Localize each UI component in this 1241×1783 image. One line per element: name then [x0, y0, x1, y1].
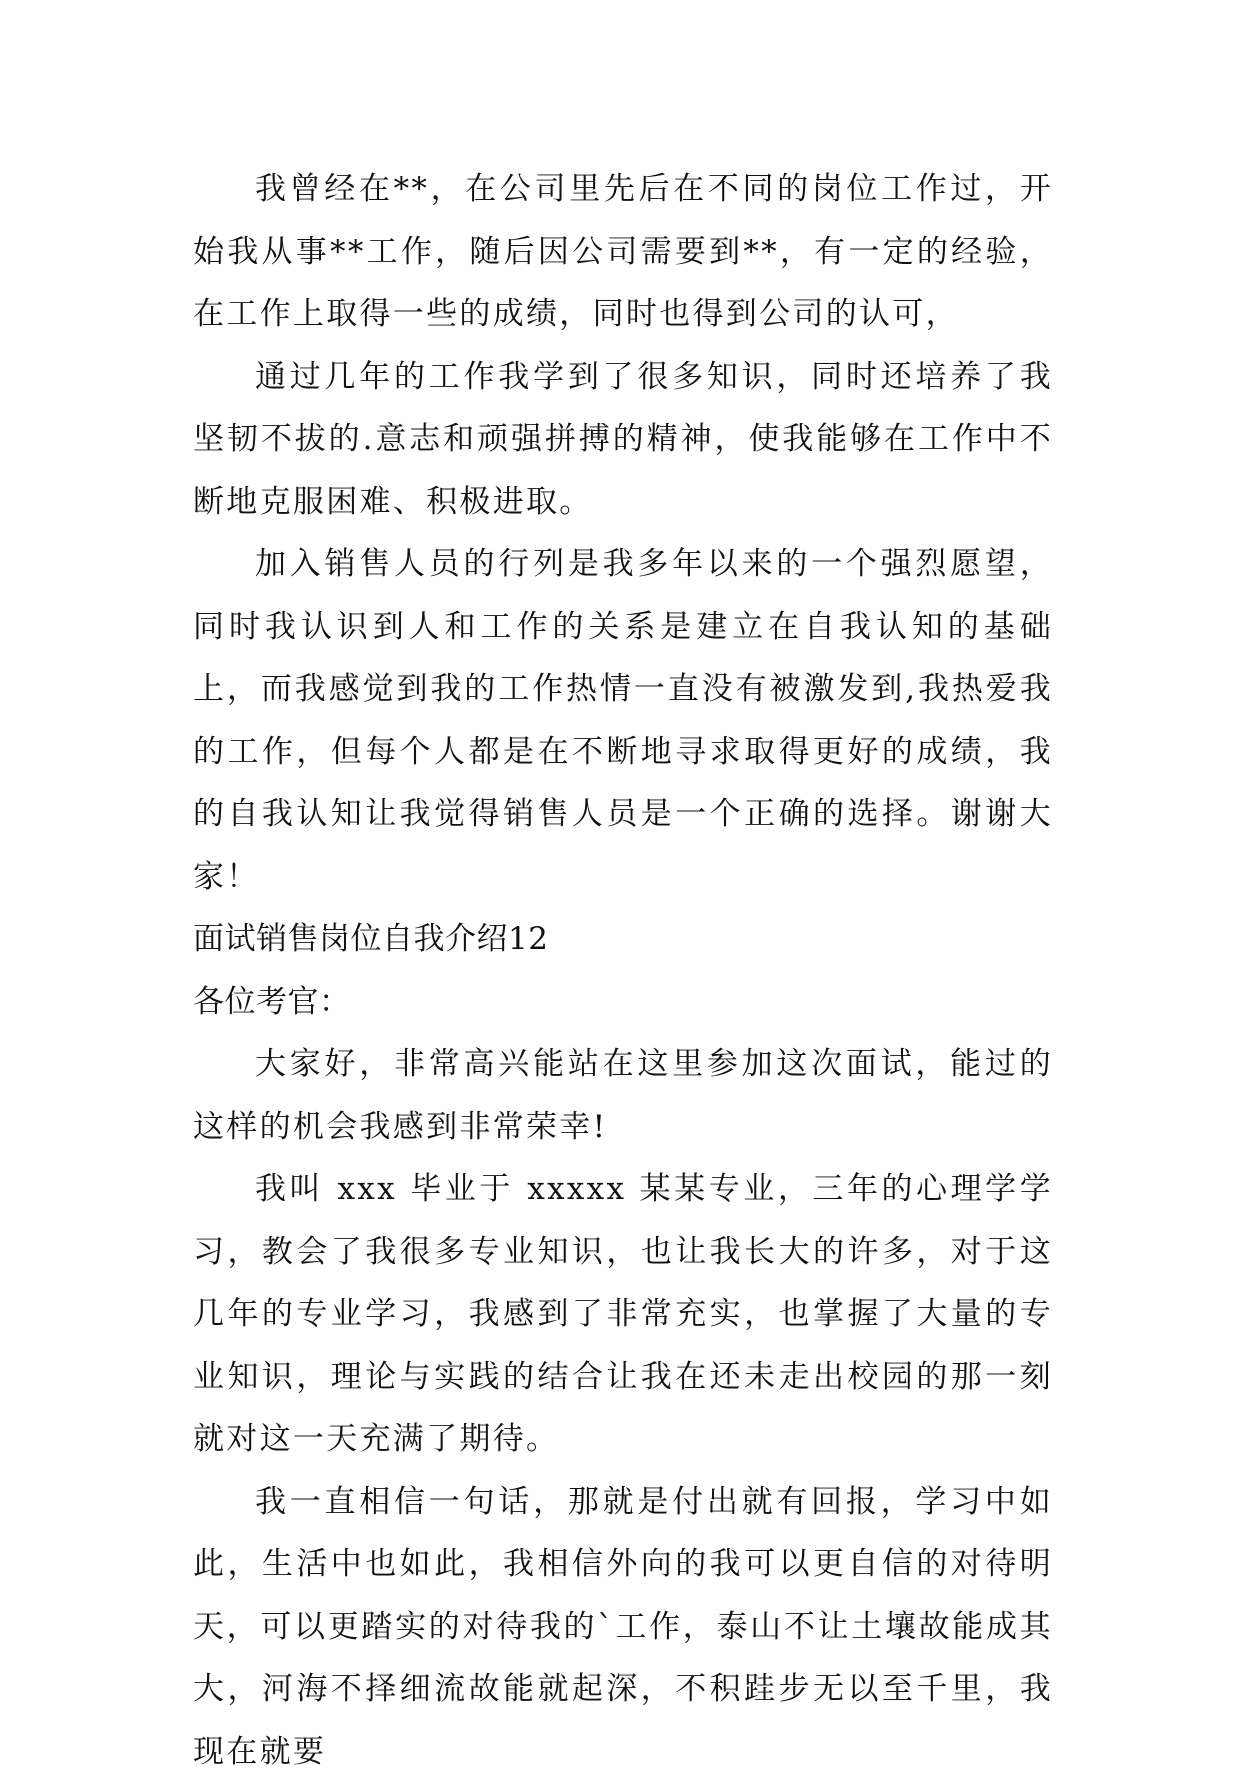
salutation: 各位考官： [193, 971, 1053, 1034]
paragraph-sales-wish: 加入销售人员的行列是我多年以来的一个强烈愿望，同时我认识到人和工作的关系是建立在自我认知的基础上，而我感觉到我的工作热情一直没有被激发到,我热爱我的工作，但每个人都是在不断地寻求取得更好的成绩，我的自我认知让我觉得销售人员是一个正确的选择。谢谢大家！ [193, 533, 1053, 908]
paragraph-greeting: 大家好，非常高兴能站在这里参加这次面试，能过的这样的机会我感到非常荣幸! [193, 1033, 1053, 1158]
paragraph-work-experience: 我曾经在**，在公司里先后在不同的岗位工作过，开始我从事**工作，随后因公司需要到**，有一定的经验，在工作上取得一些的成绩，同时也得到公司的认可， [193, 158, 1053, 346]
paragraph-belief: 我一直相信一句话，那就是付出就有回报，学习中如此，生活中也如此，我相信外向的我可以更自信的对待明天，可以更踏实的对待我的`工作，泰山不让土壤故能成其大，河海不择细流故能就起深，不积跬步无以至千里，我现在就要 [193, 1471, 1053, 1783]
document-body [193, 158, 1053, 1783]
section-heading: 面试销售岗位自我介绍12 [193, 908, 1053, 971]
paragraph-learned-knowledge: 通过几年的工作我学到了很多知识，同时还培养了我坚韧不拔的.意志和顽强拼搏的精神，使我能够在工作中不断地克服困难、积极进取。 [193, 346, 1053, 534]
paragraph-education: 我叫 xxx 毕业于 xxxxx 某某专业，三年的心理学学习，教会了我很多专业知识，也让我长大的许多，对于这几年的专业学习，我感到了非常充实，也掌握了大量的专业知识，理论与实践的结合让我在还未走出校园的那一刻就对这一天充满了期待。 [193, 1158, 1053, 1471]
